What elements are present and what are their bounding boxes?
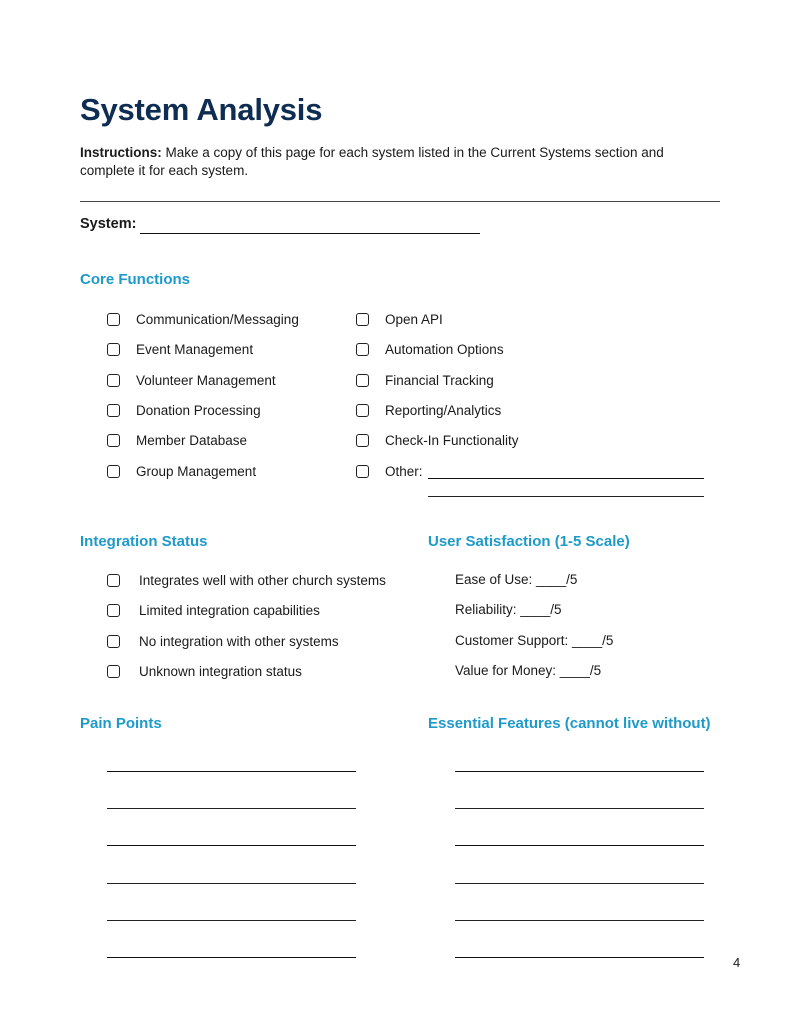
integration-item[interactable] xyxy=(107,570,386,590)
checkbox-label: Open API xyxy=(385,311,443,327)
checkbox-label: Event Management xyxy=(136,341,254,357)
checkbox[interactable] xyxy=(107,404,120,417)
core-function-item[interactable] xyxy=(356,400,501,420)
integration-item[interactable] xyxy=(107,661,302,681)
checkbox[interactable] xyxy=(356,434,369,447)
checkbox-label: Group Management xyxy=(136,463,257,479)
core-function-item-other[interactable] xyxy=(356,461,423,481)
core-function-item[interactable] xyxy=(107,370,276,390)
checkbox[interactable] xyxy=(107,313,120,326)
checkbox[interactable] xyxy=(107,635,120,648)
checkbox-label: Reporting/Analytics xyxy=(385,402,502,418)
rating-ease-of-use: Ease of Use: ____/5 xyxy=(455,572,578,587)
rating-reliability: Reliability: ____/5 xyxy=(455,602,562,617)
checkbox-label: Unknown integration status xyxy=(139,663,302,679)
checkbox[interactable] xyxy=(356,404,369,417)
core-function-item[interactable] xyxy=(356,370,494,390)
integration-item[interactable] xyxy=(107,631,339,651)
instructions xyxy=(80,144,700,180)
checkbox-label: Integrates well with other church systems xyxy=(139,572,386,588)
checkbox-label: Member Database xyxy=(136,432,248,448)
integration-item[interactable] xyxy=(107,600,320,620)
page-title: System Analysis xyxy=(80,92,323,127)
checkbox[interactable] xyxy=(107,574,120,587)
rating-value-for-money: Value for Money: ____/5 xyxy=(455,663,602,678)
checkbox[interactable] xyxy=(356,313,369,326)
instructions-label: Instructions: xyxy=(80,145,162,160)
instructions-text: Make a copy of this page for each system listed in the Current Systems section and complete it for each system. xyxy=(80,145,664,178)
core-function-item[interactable] xyxy=(107,400,261,420)
checkbox[interactable] xyxy=(107,604,120,617)
checkbox[interactable] xyxy=(356,343,369,356)
user-satisfaction-heading: User Satisfaction (1-5 Scale) xyxy=(428,533,630,550)
essential-feature-line[interactable] xyxy=(455,845,704,846)
pain-point-line[interactable] xyxy=(107,957,356,958)
core-function-item[interactable] xyxy=(107,309,299,329)
page-number: 4 xyxy=(733,955,741,970)
essential-feature-line[interactable] xyxy=(455,920,704,921)
system-label: System: xyxy=(80,216,137,232)
core-function-item[interactable] xyxy=(356,339,504,359)
essential-feature-line[interactable] xyxy=(455,771,704,772)
checkbox-label: Financial Tracking xyxy=(385,372,494,388)
essential-feature-line[interactable] xyxy=(455,883,704,884)
checkbox-label: Other: xyxy=(385,463,423,479)
checkbox[interactable] xyxy=(107,343,120,356)
checkbox[interactable] xyxy=(356,465,369,478)
pain-point-line[interactable] xyxy=(107,920,356,921)
pain-point-line[interactable] xyxy=(107,845,356,846)
core-function-item[interactable] xyxy=(356,309,443,329)
other-input-line[interactable] xyxy=(428,478,704,479)
rating-customer-support: Customer Support: ____/5 xyxy=(455,633,614,648)
checkbox-label: Donation Processing xyxy=(136,402,261,418)
core-function-item[interactable] xyxy=(107,339,253,359)
pain-point-line[interactable] xyxy=(107,771,356,772)
checkbox[interactable] xyxy=(107,374,120,387)
checkbox[interactable] xyxy=(107,665,120,678)
checkbox[interactable] xyxy=(107,465,120,478)
checkbox-label: No integration with other systems xyxy=(139,633,339,649)
pain-points-heading: Pain Points xyxy=(80,715,162,732)
checkbox-label: Limited integration capabilities xyxy=(139,602,320,618)
essential-feature-line[interactable] xyxy=(455,808,704,809)
essential-features-heading: Essential Features (cannot live without) xyxy=(428,715,711,732)
checkbox[interactable] xyxy=(107,434,120,447)
core-functions-heading: Core Functions xyxy=(80,271,191,288)
essential-feature-line[interactable] xyxy=(455,957,704,958)
core-function-item[interactable] xyxy=(107,461,256,481)
integration-status-heading: Integration Status xyxy=(80,533,208,550)
core-function-item[interactable] xyxy=(356,430,519,450)
system-input-line[interactable] xyxy=(140,233,480,234)
core-function-item[interactable] xyxy=(107,430,247,450)
checkbox-label: Automation Options xyxy=(385,341,504,357)
checkbox-label: Volunteer Management xyxy=(136,372,276,388)
checkbox-label: Check-In Functionality xyxy=(385,432,519,448)
checkbox-label: Communication/Messaging xyxy=(136,311,299,327)
other-input-line-2[interactable] xyxy=(428,496,704,497)
checkbox[interactable] xyxy=(356,374,369,387)
divider xyxy=(80,201,720,202)
pain-point-line[interactable] xyxy=(107,883,356,884)
pain-point-line[interactable] xyxy=(107,808,356,809)
